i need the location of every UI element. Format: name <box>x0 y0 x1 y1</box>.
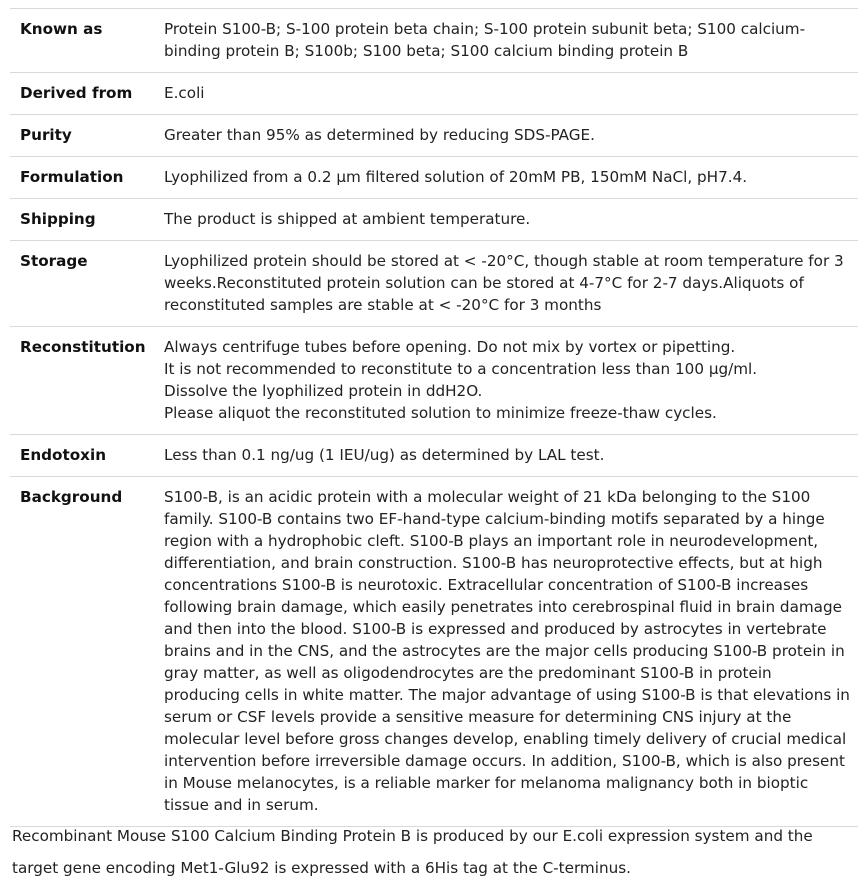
spec-row-formulation <box>10 157 858 199</box>
spec-value: Greater than 95% as determined by reducing SDS-PAGE. <box>164 126 595 144</box>
spec-value: Less than 0.1 ng/ug (1 IEU/ug) as determined by LAL test. <box>164 446 605 464</box>
spec-label: Background <box>20 488 123 506</box>
spec-row-storage <box>10 241 858 327</box>
reconstitution-line: Always centrifuge tubes before opening. Do not mix by vortex or pipetting. <box>164 338 736 356</box>
spec-label: Formulation <box>20 168 124 186</box>
spec-label: Storage <box>20 252 88 270</box>
spec-row-derived-from <box>10 73 858 115</box>
spec-row-background <box>10 477 858 827</box>
spec-row-purity <box>10 115 858 157</box>
product-description: Recombinant Mouse S100 Calcium Binding Protein B is produced by our E.coli expression system and the target gene encoding Met1-Glu92 is expressed with a 6His tag at the C-terminus. <box>12 827 813 877</box>
spec-value: Protein S100-B; S-100 protein beta chain; S-100 protein subunit beta; S100 calcium-binding protein B; S100b; S100 beta; S100 calcium binding protein B <box>164 20 806 60</box>
spec-label: Endotoxin <box>20 446 107 464</box>
spec-label: Derived from <box>20 84 133 102</box>
spec-row-endotoxin <box>10 435 858 477</box>
spec-row-shipping <box>10 199 858 241</box>
spec-row-known-as <box>10 9 858 73</box>
reconstitution-line: Dissolve the lyophilized protein in ddH2O. <box>164 382 483 400</box>
spec-value: S100-B, is an acidic protein with a molecular weight of 21 kDa belonging to the S100 family. S100-B contains two EF-hand-type calcium-binding motifs separated by a hinge region with a hydrophobic cleft. S100-B plays an important role in neurodevelopment, differentiation, and brain construction. S100-B has neuroprotective effects, but at high concentrations S100-B is neurotoxic. Extracellular concentration of S100-B increases following brain damage, which easily penetrates into cerebrospinal fluid in brain damage and then into the blood. S100-B is expressed and produced by astrocytes in vertebrate brains and in the CNS, and the astrocytes are the major cells producing S100-B protein in gray matter, as well as oligodendrocytes are the predominant S100-B in protein producing cells in white matter. The major advantage of using S100-B is that elevations in serum or CSF levels provide a sensitive measure for determining CNS injury at the molecular level before gross changes develop, enabling timely delivery of crucial medical intervention before irreversible damage occurs. In addition, S100-B, which is also present in Mouse melanocytes, is a reliable marker for melanoma malignancy both in bioptic tissue and in serum. <box>164 488 850 814</box>
spec-value: The product is shipped at ambient temperature. <box>164 210 531 228</box>
spec-row-reconstitution <box>10 327 858 435</box>
spec-label: Known as <box>20 20 103 38</box>
spec-value: E.coli <box>164 84 205 102</box>
reconstitution-line: Please aliquot the reconstituted solution to minimize freeze-thaw cycles. <box>164 404 717 422</box>
reconstitution-line: It is not recommended to reconstitute to a concentration less than 100 μg/ml. <box>164 360 758 378</box>
spec-value: Lyophilized from a 0.2 μm filtered solution of 20mM PB, 150mM NaCl, pH7.4. <box>164 168 748 186</box>
spec-label: Shipping <box>20 210 96 228</box>
spec-label: Purity <box>20 126 72 144</box>
product-spec-table <box>10 8 858 827</box>
spec-label: Reconstitution <box>20 338 146 356</box>
spec-value: Lyophilized protein should be stored at < -20°C, though stable at room temperature for 3 weeks.Reconstituted protein solution can be stored at 4-7°C for 2-7 days.Aliquots of reconstituted samples are stable at < -20°C for 3 months <box>164 252 844 314</box>
spec-value <box>164 327 858 435</box>
